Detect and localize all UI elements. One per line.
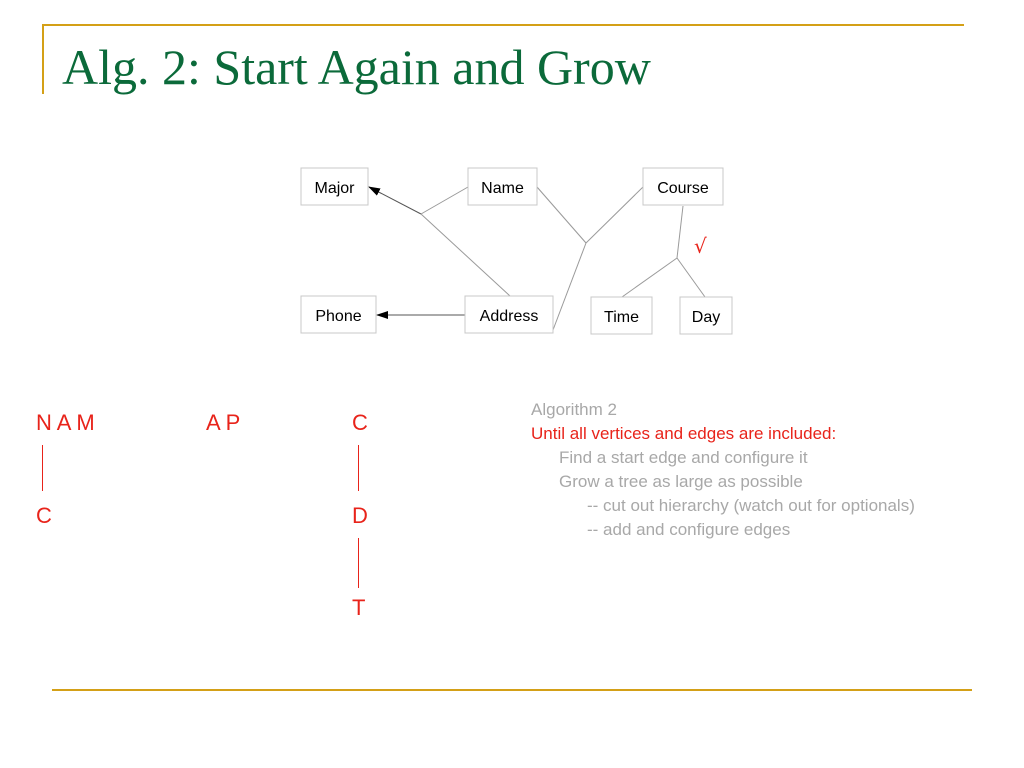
diagram-node-major	[301, 168, 368, 205]
tree1-child: C	[36, 503, 52, 528]
node-label-major: Major	[314, 180, 355, 197]
diagram-node-time	[591, 297, 652, 334]
tree3-grandchild: T	[352, 595, 366, 620]
node-label-day: Day	[691, 309, 721, 326]
node-label-phone: Phone	[315, 308, 362, 325]
algorithm-step-cut-hierarchy: -- cut out hierarchy (watch out for optionals)	[587, 496, 915, 515]
tree1-connector	[42, 445, 43, 491]
edge-junction-major	[369, 187, 421, 214]
algorithm-step-until: Until all vertices and edges are included:	[531, 424, 837, 443]
algorithm-step-add-edges: -- add and configure edges	[587, 520, 791, 539]
diagram-node-phone	[301, 296, 376, 333]
diagram-node-address	[465, 296, 553, 333]
slide-title: Alg. 2: Start Again and Grow	[62, 39, 651, 95]
diagram-node-course	[643, 168, 723, 205]
tree3-root: C	[352, 410, 368, 435]
edge-course-join	[586, 187, 643, 243]
node-label-course: Course	[657, 180, 709, 197]
bottom-rule	[52, 689, 972, 691]
tree1-root: N A M	[36, 410, 95, 435]
edge-join-address	[553, 243, 586, 330]
node-label-address: Address	[479, 308, 539, 325]
edge-branch-day	[677, 258, 705, 297]
edge-course-branch	[677, 206, 683, 258]
diagram-node-name	[468, 168, 537, 205]
tree3-child: D	[352, 503, 368, 528]
node-label-time: Time	[604, 309, 639, 326]
node-label-name: Name	[481, 180, 524, 197]
algorithm-step-grow-tree: Grow a tree as large as possible	[559, 472, 803, 491]
algorithm-step-find-start-edge: Find a start edge and configure it	[559, 448, 808, 467]
tree3-connector-1	[358, 445, 359, 491]
diagram-node-day	[680, 297, 732, 334]
check-mark: √	[694, 234, 707, 258]
edge-junction-address	[421, 214, 510, 296]
edge-branch-time	[622, 258, 677, 297]
tree3-connector-2	[358, 538, 359, 588]
edge-name-join	[537, 187, 586, 243]
algorithm-heading: Algorithm 2	[531, 400, 617, 419]
edge-name-junction	[421, 187, 468, 214]
tree2-root: A P	[206, 410, 241, 435]
